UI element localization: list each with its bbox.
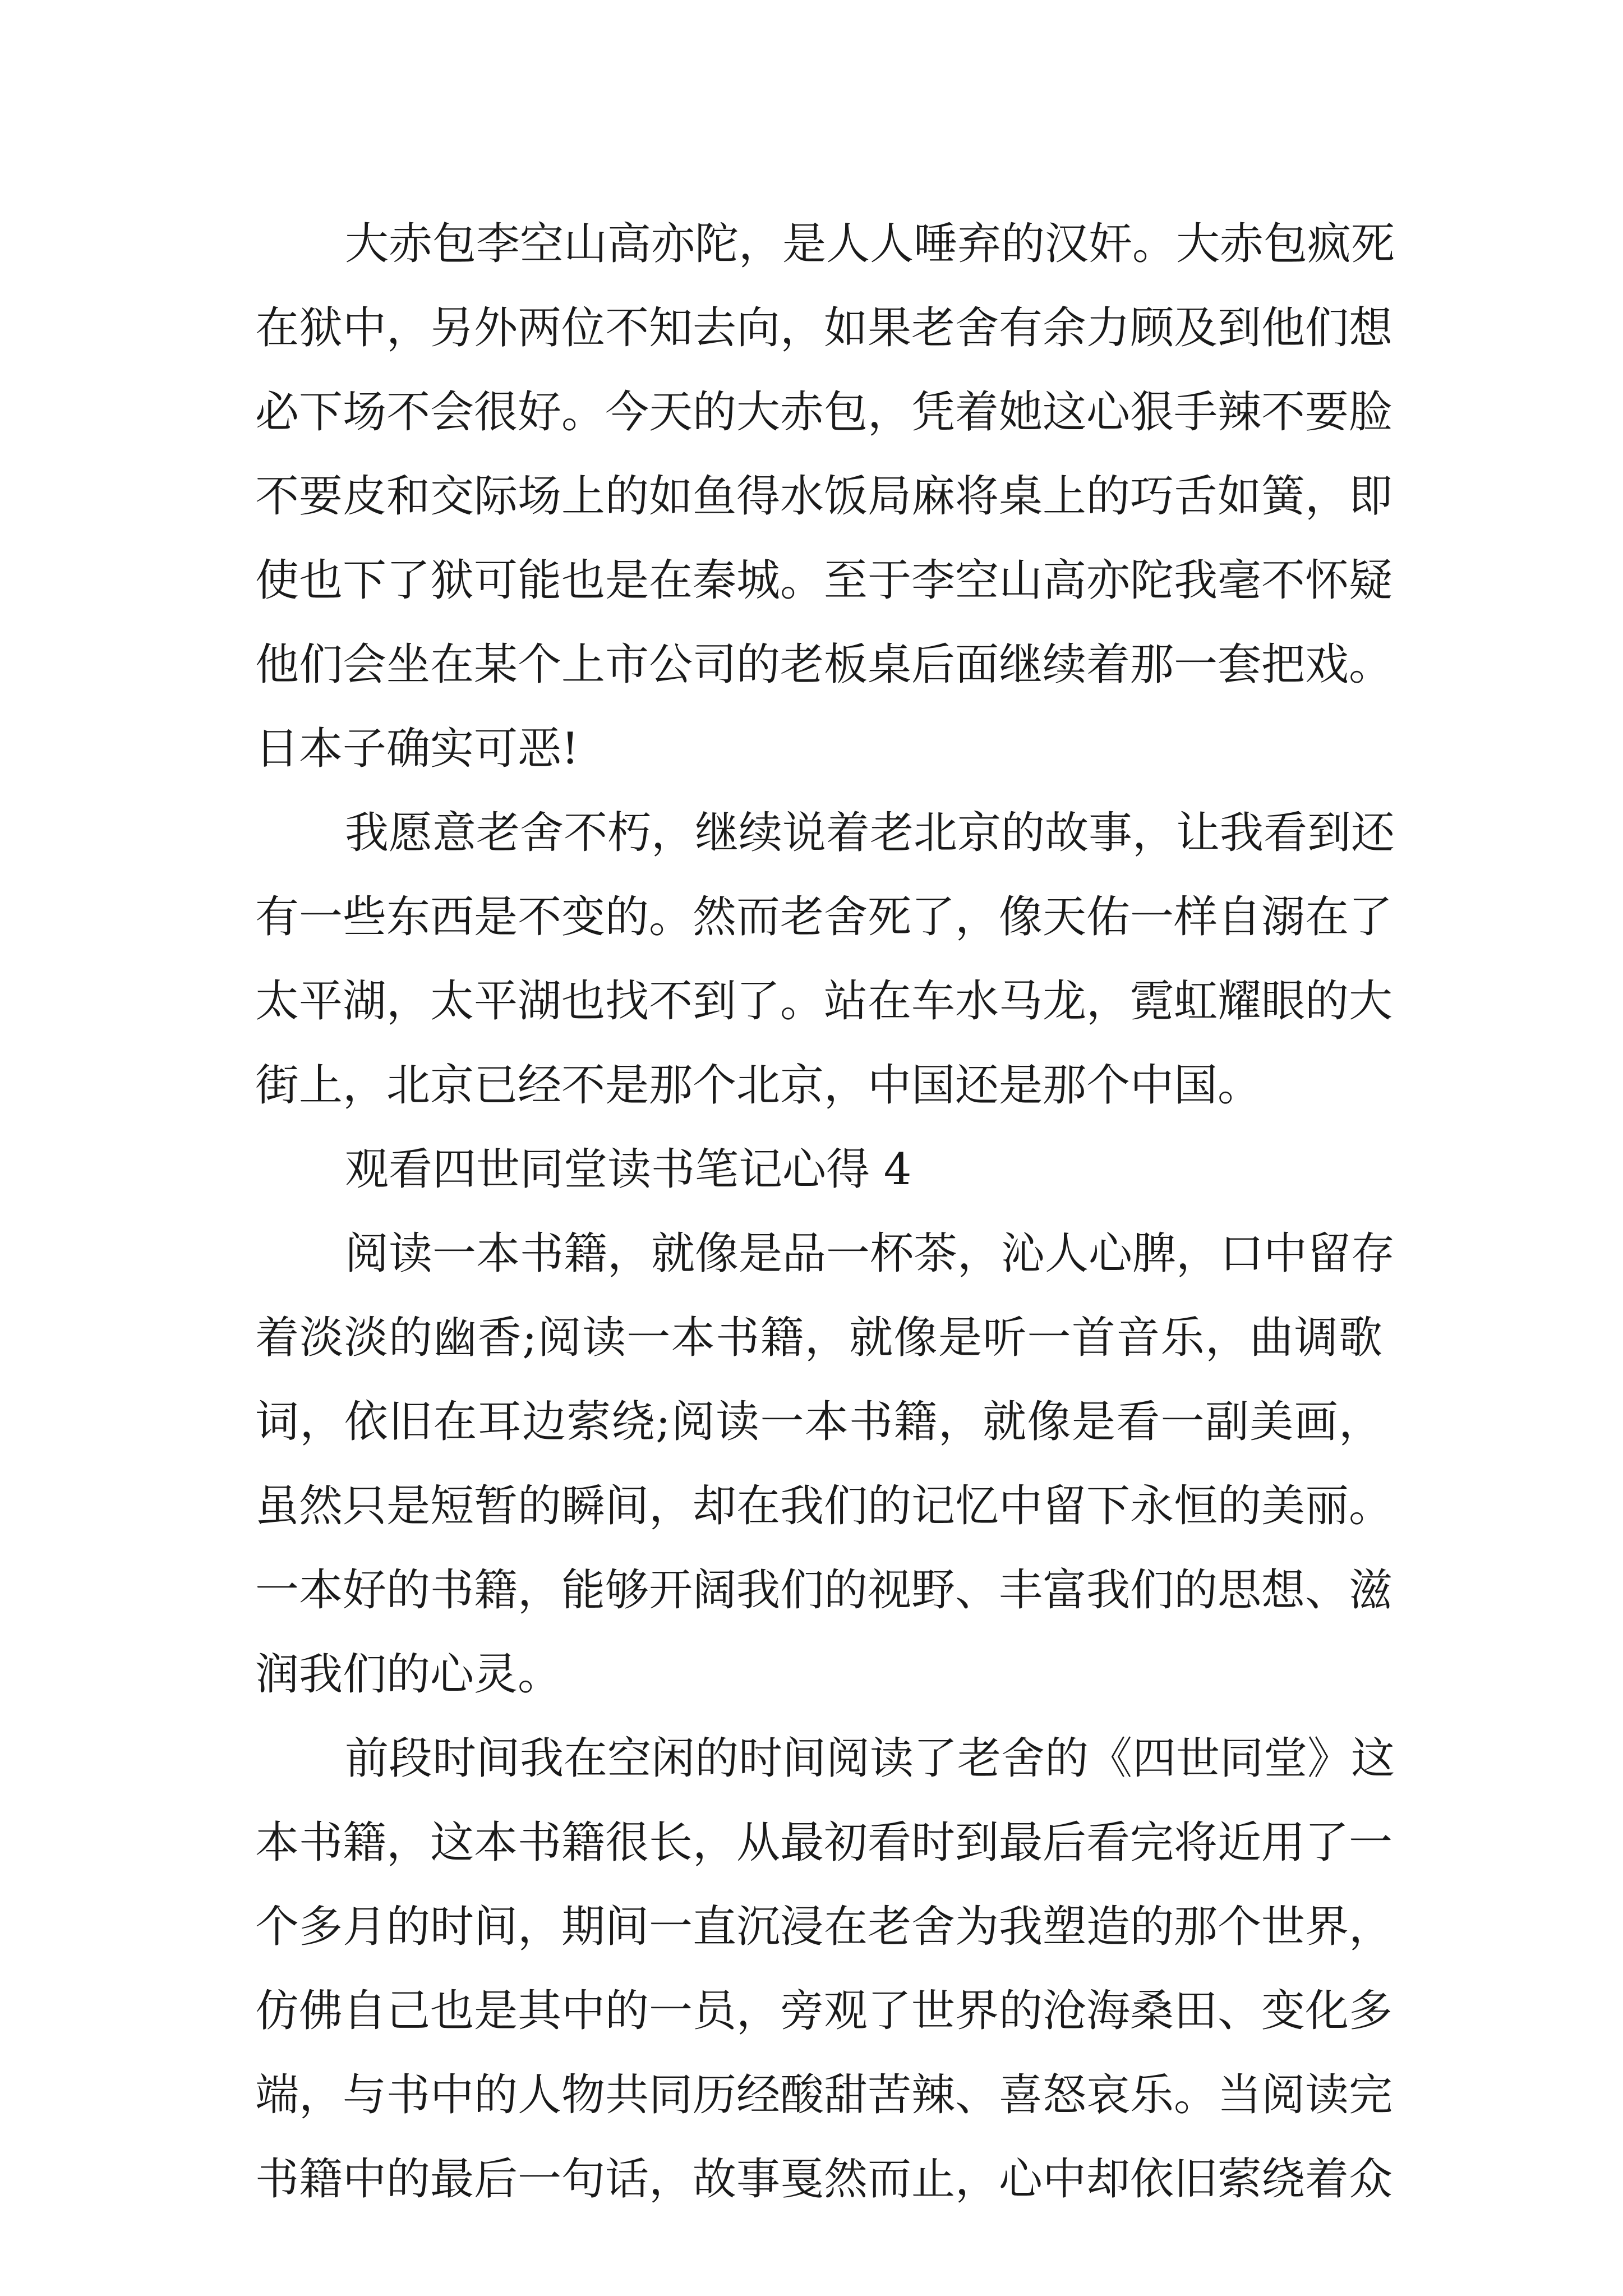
text-line: 仿佛自己也是其中的一员，旁观了世界的沧海桑田、变化多 bbox=[255, 1986, 1393, 2036]
text-line: 我愿意老舍不朽，继续说着老北京的故事，让我看到还 bbox=[345, 808, 1395, 858]
text-line: 阅读一本书籍，就像是品一杯茶，沁人心脾，口中留存 bbox=[345, 1228, 1395, 1279]
text-line: 润我们的心灵。 bbox=[255, 1649, 562, 1700]
text-line: 他们会坐在某个上市公司的老板桌后面继续着那一套把戏。 bbox=[255, 639, 1393, 690]
text-line: 有一些东西是不变的。然而老舍死了，像天佑一样自溺在了 bbox=[255, 892, 1393, 942]
section-heading: 观看四世同堂读书笔记心得 4 bbox=[345, 1144, 912, 1195]
text-line: 前段时间我在空闲的时间阅读了老舍的《四世同堂》这 bbox=[345, 1733, 1395, 1784]
text-line: 在狱中，另外两位不知去向，如果老舍有余力顾及到他们想 bbox=[255, 303, 1393, 353]
text-line: 个多月的时间，期间一直沉浸在老舍为我塑造的那个世界， bbox=[255, 1902, 1393, 1952]
text-line: 本书籍，这本书籍很长，从最初看时到最后看完将近用了一 bbox=[255, 1818, 1393, 1868]
text-line: 词，依旧在耳边萦绕;阅读一本书籍，就像是看一副美画， bbox=[255, 1397, 1382, 1447]
text-line: 太平湖，太平湖也找不到了。站在车水马龙，霓虹耀眼的大 bbox=[255, 976, 1393, 1027]
text-line: 着淡淡的幽香;阅读一本书籍，就像是听一首音乐，曲调歌 bbox=[255, 1313, 1382, 1363]
text-line: 街上，北京已经不是那个北京，中国还是那个中国。 bbox=[255, 1060, 1262, 1111]
text-line: 不要皮和交际场上的如鱼得水饭局麻将桌上的巧舌如簧，即 bbox=[255, 471, 1393, 522]
text-line: 使也下了狱可能也是在秦城。至于李空山高亦陀我毫不怀疑 bbox=[255, 555, 1393, 606]
text-line: 大赤包李空山高亦陀，是人人唾弃的汉奸。大赤包疯死 bbox=[345, 219, 1395, 269]
text-line: 虽然只是短暂的瞬间，却在我们的记忆中留下永恒的美丽。 bbox=[255, 1481, 1393, 1531]
text-line: 端，与书中的人物共同历经酸甜苦辣、喜怒哀乐。当阅读完 bbox=[255, 2070, 1393, 2120]
text-line: 书籍中的最后一句话，故事戛然而止，心中却依旧萦绕着众 bbox=[255, 2154, 1393, 2205]
document-body bbox=[255, 202, 1395, 2221]
text-line: 日本子确实可恶! bbox=[255, 724, 579, 774]
text-line: 一本好的书籍，能够开阔我们的视野、丰富我们的思想、滋 bbox=[255, 1565, 1393, 1616]
text-line: 必下场不会很好。今天的大赤包，凭着她这心狠手辣不要脸 bbox=[255, 387, 1393, 438]
